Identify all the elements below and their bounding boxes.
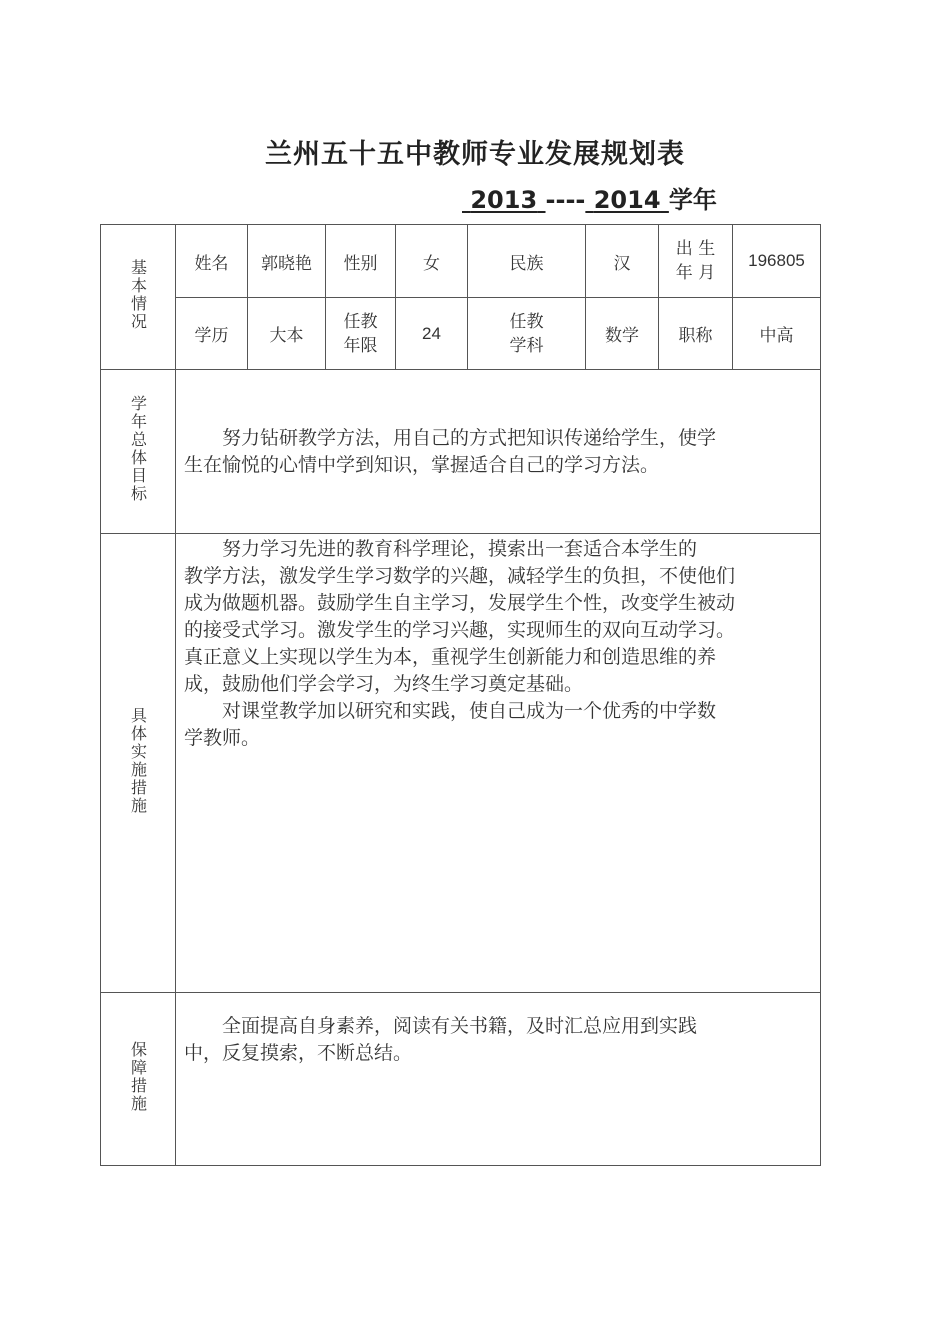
measures-content bbox=[176, 534, 821, 993]
job-title-label: 职称 bbox=[659, 298, 733, 370]
page-title: 兰州五十五中教师专业发展规划表 bbox=[265, 139, 685, 170]
measures-text-line-6: 成，鼓励他们学会学习，为终生学习奠定基础。 bbox=[184, 673, 584, 695]
basic-info-label: 基本情况 bbox=[128, 258, 148, 331]
tenure-label-line-2: 年限 bbox=[343, 335, 378, 356]
gender-label: 性别 bbox=[326, 225, 396, 298]
school-year-line bbox=[462, 180, 717, 215]
development-plan-table bbox=[100, 224, 821, 1166]
measures-row bbox=[101, 534, 821, 993]
year-separator: ---- bbox=[545, 186, 586, 214]
goal-text-line-2: 生在愉悦的心情中学到知识，掌握适合自己的学习方法。 bbox=[184, 453, 660, 476]
goal-row bbox=[101, 370, 821, 534]
measures-label: 具体实施措施 bbox=[128, 706, 148, 815]
measures-text-line-8: 学教师。 bbox=[184, 727, 261, 749]
education-value: 大本 bbox=[248, 298, 326, 370]
name-label: 姓名 bbox=[176, 225, 248, 298]
subject-value: 数学 bbox=[586, 298, 659, 370]
measures-label-cell bbox=[101, 534, 176, 993]
birth-label-line-1: 出 生 bbox=[675, 239, 716, 259]
basic-info-label-cell bbox=[101, 225, 176, 370]
goal-text-line-1: 努力钻研教学方法，用自己的方式把知识传递给学生，使学 bbox=[222, 426, 717, 449]
goal-label-cell bbox=[101, 370, 176, 534]
year-start: 2013 bbox=[470, 186, 538, 214]
tenure-value: 24 bbox=[396, 298, 468, 370]
measures-text-line-7: 对课堂教学加以研究和实践，使自己成为一个优秀的中学数 bbox=[222, 700, 717, 722]
year-end: 2014 bbox=[593, 186, 661, 214]
subject-label-line-2: 学科 bbox=[509, 335, 544, 356]
basic-info-row-1 bbox=[101, 225, 821, 298]
tenure-label-line-1: 任教 bbox=[343, 311, 378, 332]
ethnicity-value: 汉 bbox=[586, 225, 659, 298]
birth-value: 196805 bbox=[733, 225, 821, 298]
measures-text-line-1: 努力学习先进的教育科学理论，摸索出一套适合本学生的 bbox=[222, 538, 698, 560]
guarantee-content bbox=[176, 993, 821, 1166]
goal-label: 学年总体目标 bbox=[128, 395, 148, 503]
ethnicity-label: 民族 bbox=[468, 225, 586, 298]
measures-text-line-3: 成为做题机器。鼓励学生自主学习，发展学生个性，改变学生被动 bbox=[184, 592, 736, 614]
guarantee-label: 保障措施 bbox=[128, 1040, 148, 1113]
guarantee-row bbox=[101, 993, 821, 1166]
basic-info-row-2 bbox=[101, 298, 821, 370]
birth-label-cell bbox=[659, 225, 733, 298]
tenure-label-cell bbox=[326, 298, 396, 370]
job-title-value: 中高 bbox=[733, 298, 821, 370]
guarantee-text-line-1: 全面提高自身素养，阅读有关书籍，及时汇总应用到实践 bbox=[222, 1015, 698, 1037]
education-label: 学历 bbox=[176, 298, 248, 370]
guarantee-text-line-2: 中，反复摸索，不断总结。 bbox=[184, 1042, 413, 1064]
subject-label-cell bbox=[468, 298, 586, 370]
birth-label-line-2: 年 月 bbox=[675, 263, 716, 283]
goal-content bbox=[176, 370, 821, 534]
guarantee-label-cell bbox=[101, 993, 176, 1166]
measures-text-line-5: 真正意义上实现以学生为本，重视学生创新能力和创造思维的养 bbox=[184, 646, 717, 668]
subject-label-line-1: 任教 bbox=[509, 311, 544, 332]
year-suffix: 学年 bbox=[668, 186, 717, 214]
measures-text-line-4: 的接受式学习。激发学生的学习兴趣，实现师生的双向互动学习。 bbox=[184, 619, 736, 641]
name-value: 郭晓艳 bbox=[248, 225, 326, 298]
measures-text-line-2: 教学方法，激发学生学习数学的兴趣，减轻学生的负担，不使他们 bbox=[184, 565, 736, 587]
gender-value: 女 bbox=[396, 225, 468, 298]
